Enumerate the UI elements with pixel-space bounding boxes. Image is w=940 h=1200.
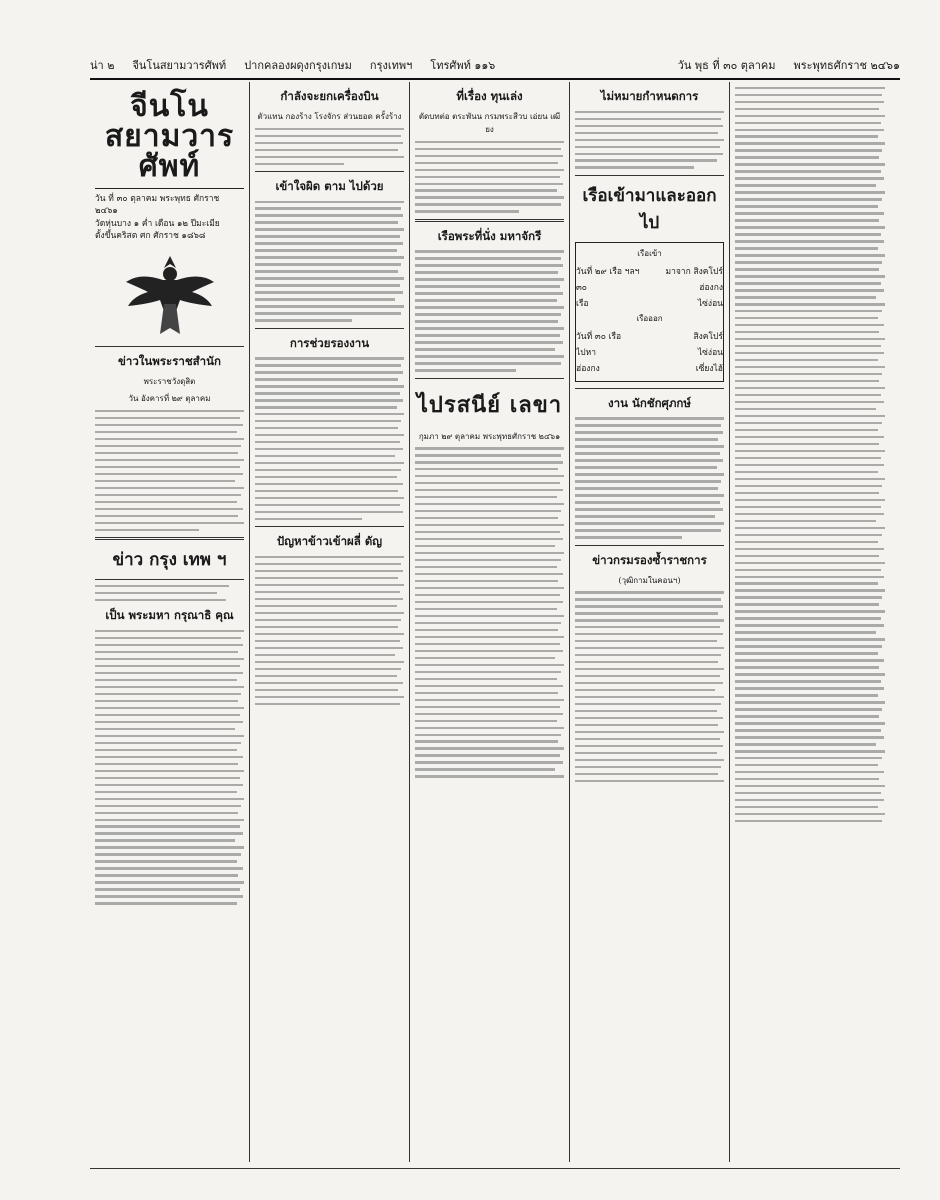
city-news-text xyxy=(95,585,244,601)
appointments-text xyxy=(735,87,885,823)
article-columns xyxy=(90,82,898,1162)
ships-in-row: ๓๐ ฮ่องกง xyxy=(576,282,723,293)
work-heading: งาน นักชักศุภกษ์ xyxy=(608,395,691,410)
funeral-text xyxy=(415,141,564,213)
column-3 xyxy=(410,82,570,1162)
masthead-date: วัน ที่ ๓๐ ตุลาคม พระพุทธ ศักราช ๒๔๖๑ xyxy=(95,194,220,217)
ships-in-heading: เรือเข้า xyxy=(637,248,662,258)
ships-in-row: เรือ ไซ่ง่อน xyxy=(576,298,723,309)
header-location: ปากคลองผดุงกรุงเกษม xyxy=(244,59,352,72)
post-subtitle: กุมภา ๒๙ ตุลาคม พระพุทธศักราช ๒๔๖๑ xyxy=(418,431,561,441)
notice-heading: ไม่หมายกำหนดการ xyxy=(600,89,699,103)
court-news-heading: ข่าวในพระราชสำนัก xyxy=(118,354,221,369)
rubber-subtitle: ตัวแทน กองร้าง โรงจักร ส่วนยอด ครั้งร้าง xyxy=(257,112,402,121)
vote-heading: ปัญหาข้าวเข้าผลี่ ดัญ xyxy=(276,534,383,549)
running-header xyxy=(90,50,900,80)
ships-out-row: ฮ่องกง เซี่ยงไฮ้ xyxy=(576,363,723,374)
tax-subtitle: (วุฒิกามในคอนฯ) xyxy=(618,575,681,585)
header-date: วัน พุธ ที่ ๓๐ ตุลาคม xyxy=(677,59,776,72)
anna-heading: เข้าใจผิด ตาม ไปด้วย xyxy=(275,178,384,193)
tax-text xyxy=(575,591,724,782)
garuda-emblem-icon xyxy=(120,248,220,340)
page-number: น่า ๒ xyxy=(90,59,115,72)
masthead-title: จีนโนสยามวารศัพท์ xyxy=(95,82,244,189)
work-text xyxy=(575,417,724,538)
masthead-meta xyxy=(95,193,244,242)
notice-text xyxy=(575,111,724,169)
column-4 xyxy=(570,82,730,1162)
gratitude-heading: เป็น พระมหา กรุณาธิ คุณ xyxy=(105,608,234,623)
royal-ship-heading: เรือพระที่นั่ง มหาจักรี xyxy=(437,228,542,243)
funeral-heading: ที่เรื่อง ทุนเล่ง xyxy=(456,89,523,103)
column-2 xyxy=(250,82,410,1162)
ships-out-heading: เรือออก xyxy=(636,313,663,323)
tax-heading: ข่าวกรมรองซ้ำราชการ xyxy=(592,552,707,567)
ships-out-row: ไปหา ไซ่ง่อน xyxy=(576,347,723,358)
header-era: พระพุทธศักราช ๒๔๖๑ xyxy=(793,59,900,72)
ships-table xyxy=(575,242,724,382)
ships-out-row: วันที่ ๓๐ เรือ สิงคโปร์ xyxy=(576,331,723,342)
masthead-founded: ตั้งขึ้นคริสต ศก ศักราช ๑๘๖๘ xyxy=(95,230,206,241)
rubber-heading: กำลังจะยกเครื่องบิน xyxy=(280,89,379,103)
ships-in-row: วันที่ ๒๙ เรือ ฯลฯ มาจาก สิงคโปร์ xyxy=(576,266,723,277)
masthead-lunar-date: วัดหุ่นบาง ๑ ค่ำ เดือน ๑๒ ปีมะเมีย xyxy=(95,218,220,229)
post-text xyxy=(415,447,564,778)
paper-name: จีนโนสยามวารศัพท์ xyxy=(132,59,227,72)
footer-rule xyxy=(90,1168,900,1169)
court-news-subtitle: พระราชวังดุสิต xyxy=(143,377,196,387)
post-heading: ไปรสนีย์ เลขา xyxy=(416,391,563,418)
royal-ship-text xyxy=(415,250,564,371)
ships-heading: เรือเข้ามาและออกไป xyxy=(582,185,717,233)
rubber-text xyxy=(255,128,404,165)
header-city: กรุงเทพฯ xyxy=(369,59,413,72)
help-text xyxy=(255,357,404,520)
column-1 xyxy=(90,82,250,1162)
vote-text xyxy=(255,556,404,705)
city-news-heading: ข่าว กรุง เทพ ฯ xyxy=(112,549,227,570)
column-5 xyxy=(730,82,890,1162)
court-news-text xyxy=(95,410,244,531)
gratitude-text xyxy=(95,630,244,905)
header-phone: โทรศัพท์ ๑๑๖ xyxy=(430,59,496,72)
help-heading: การช่วยรองงาน xyxy=(289,335,370,350)
court-news-date: วัน อังคารที่ ๒๙ ตุลาคม xyxy=(128,394,211,404)
anna-text xyxy=(255,201,404,322)
funeral-subtitle: ตัดบทต่อ ตระพันน กรมพระสีวบ เอ่ยน เฒียง xyxy=(418,112,561,134)
